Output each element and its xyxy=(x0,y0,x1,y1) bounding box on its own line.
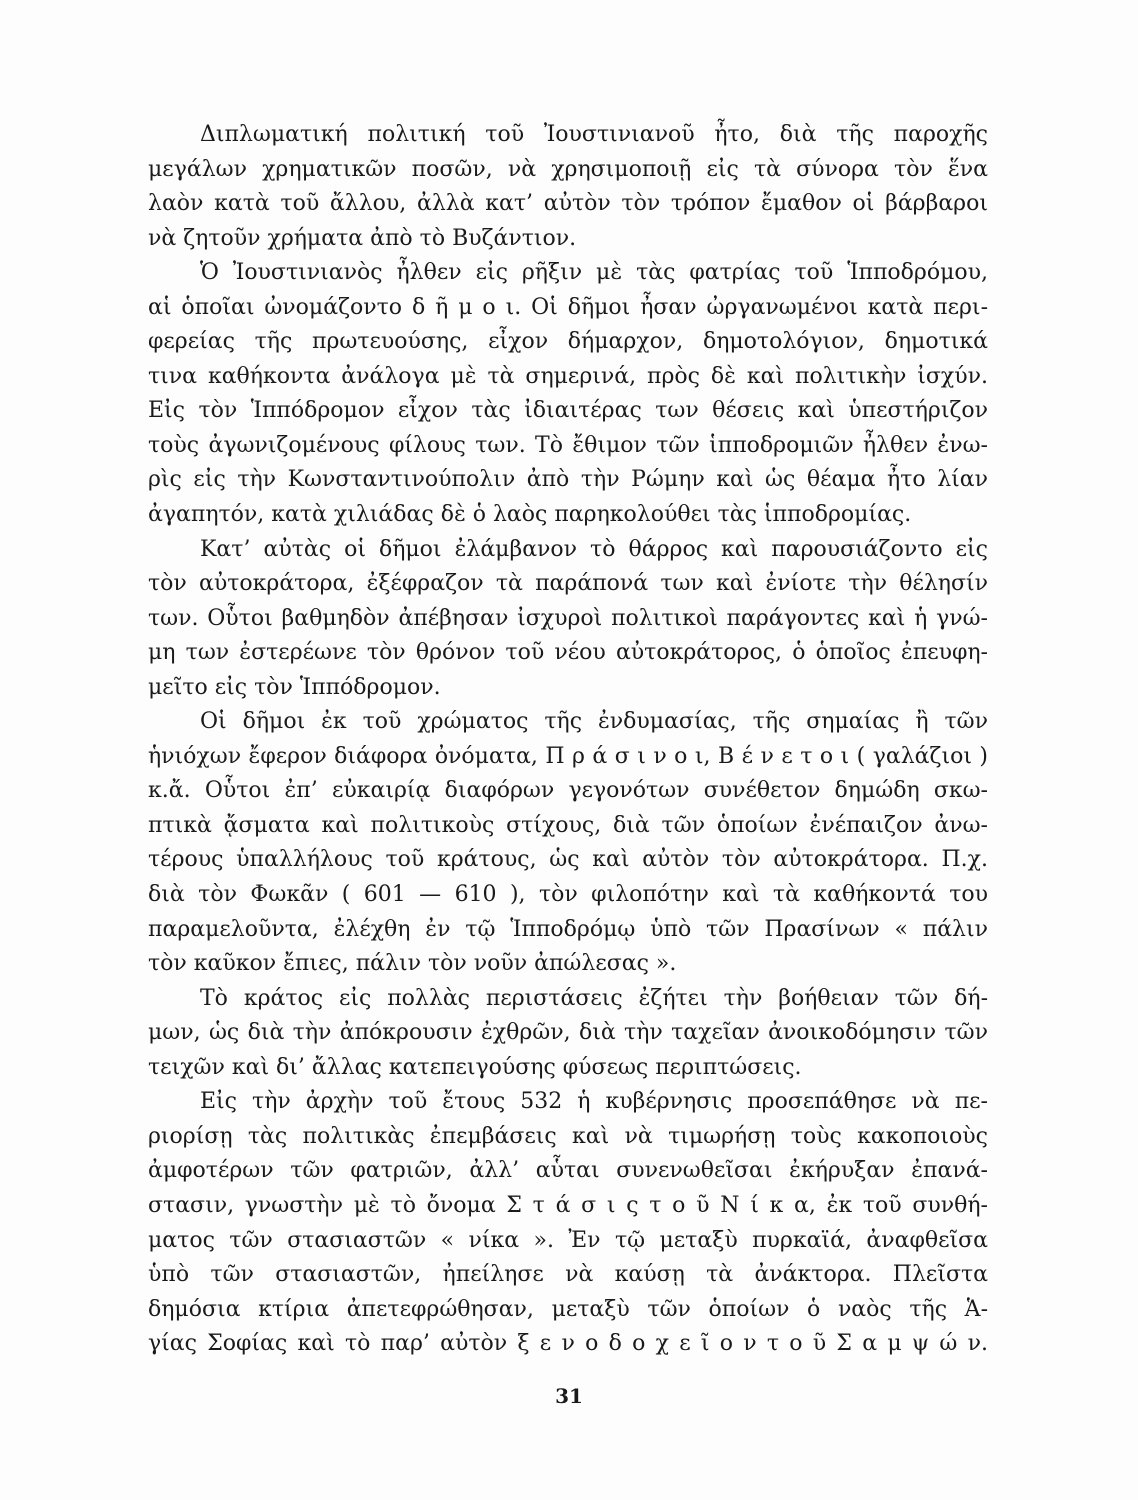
text-line: των. Οὗτοι βαθμηδὸν ἀπέβησαν ἰσχυροὶ πολιτικοὶ παράγοντες καὶ ἡ γνώ- xyxy=(148,605,988,631)
text-line: μων, ὡς διὰ τὴν ἀπόκρουσιν ἐχθρῶν, διὰ τὴν ταχεῖαν ἀνοικοδόμησιν τῶν xyxy=(148,1020,988,1046)
text-line: νὰ ζητοῦν χρήματα ἀπὸ τὸ Βυζάντιον. xyxy=(148,225,577,251)
text-line: διὰ τὸν Φωκᾶν ( 601 — 610 ), τὸν φιλοπότην καὶ τὰ καθήκοντά του xyxy=(148,882,988,908)
text-line: μεγάλων χρηματικῶν ποσῶν, νὰ χρησιμοποιῇ εἰς τὰ σύνορα τὸν ἕνα xyxy=(148,156,988,182)
text-line: Ὁ Ἰουστινιανὸς ἦλθεν εἰς ρῆξιν μὲ τὰς φατρίας τοῦ Ἱπποδρόμου, xyxy=(200,260,988,286)
text-line: δημόσια κτίρια ἀπετεφρώθησαν, μεταξὺ τῶν ὁποίων ὁ ναὸς τῆς Ἁ- xyxy=(148,1296,988,1322)
text-line: Οἱ δῆμοι ἐκ τοῦ χρώματος τῆς ἐνδυμασίας, τῆς σημαίας ἢ τῶν xyxy=(200,709,988,735)
text-line: ἀγαπητόν, κατὰ χιλιάδας δὲ ὁ λαὸς παρηκολούθει τὰς ἱπποδρομίας. xyxy=(148,502,912,528)
text-line: παραμελοῦντα, ἐλέχθη ἐν τῷ Ἱπποδρόμῳ ὑπὸ τῶν Πρασίνων « πάλιν xyxy=(148,916,988,942)
text-line: ρὶς εἰς τὴν Κωνσταντινούπολιν ἀπὸ τὴν Ρώμην καὶ ὡς θέαμα ἦτο λίαν xyxy=(148,467,988,493)
text-line: τὸν αὐτοκράτορα, ἐξέφραζον τὰ παράπονά των καὶ ἐνίοτε τὴν θέλησίν xyxy=(148,571,988,597)
body-text xyxy=(148,118,988,1362)
text-line: ὑπὸ τῶν στασιαστῶν, ἠπείλησε νὰ καύσῃ τὰ ἀνάκτορα. Πλεῖστα xyxy=(148,1262,988,1288)
text-line: ριορίσῃ τὰς πολιτικὰς ἐπεμβάσεις καὶ νὰ τιμωρήσῃ τοὺς κακοποιοὺς xyxy=(148,1123,988,1149)
text-line: στασιν, γνωστὴν μὲ τὸ ὄνομα Σ τ ά σ ι ς τ ο ῦ Ν ί κ α, ἐκ τοῦ συνθή- xyxy=(148,1192,988,1218)
text-line: Εἰς τὴν ἀρχὴν τοῦ ἔτους 532 ἡ κυβέρνησις προσεπάθησε νὰ πε- xyxy=(200,1089,988,1115)
text-line: ματος τῶν στασιαστῶν « νίκα ». Ἐν τῷ μεταξὺ πυρκαϊά, ἀναφθεῖσα xyxy=(148,1227,988,1253)
text-line: ἀμφοτέρων τῶν φατριῶν, ἀλλ’ αὗται συνενωθεῖσαι ἐκήρυξαν ἐπανά- xyxy=(148,1158,988,1184)
page-number: 31 xyxy=(555,1384,583,1408)
text-line: τειχῶν καὶ δι’ ἄλλας κατεπειγούσης φύσεως περιπτώσεις. xyxy=(148,1054,802,1080)
text-line: Τὸ κράτος εἰς πολλὰς περιστάσεις ἐζήτει τὴν βοήθειαν τῶν δή- xyxy=(200,985,988,1011)
text-line: μη των ἐστερέωνε τὸν θρόνον τοῦ νέου αὐτοκράτορος, ὁ ὁποῖος ἐπευφη- xyxy=(148,640,988,666)
text-line: τοὺς ἀγωνιζομένους φίλους των. Τὸ ἔθιμον τῶν ἱπποδρομιῶν ἦλθεν ἐνω- xyxy=(148,432,988,458)
text-line: φερείας τῆς πρωτευούσης, εἶχον δήμαρχον, δημοτολόγιον, δημοτικά xyxy=(148,329,988,355)
text-line: τέρους ὑπαλλήλους τοῦ κράτους, ὡς καὶ αὐτὸν τὸν αὐτοκράτορα. Π.χ. xyxy=(148,847,988,873)
text-line: γίας Σοφίας καὶ τὸ παρ’ αὐτὸν ξ ε ν ο δ ο χ ε ῖ ο ν τ ο ῦ Σ α μ ψ ώ ν. xyxy=(148,1331,988,1357)
text-line: Εἰς τὸν Ἱππόδρομον εἶχον τὰς ἰδιαιτέρας των θέσεις καὶ ὑπεστήριζον xyxy=(148,398,988,424)
text-line: τὸν καῦκον ἔπιες, πάλιν τὸν νοῦν ἀπώλεσας ». xyxy=(148,951,677,977)
text-line: Κατ’ αὐτὰς οἱ δῆμοι ἐλάμβανον τὸ θάρρος καὶ παρουσιάζοντο εἰς xyxy=(200,536,988,562)
text-line: μεῖτο εἰς τὸν Ἱππόδρομον. xyxy=(148,674,441,700)
text-line: λαὸν κατὰ τοῦ ἄλλου, ἀλλὰ κατ’ αὐτὸν τὸν τρόπον ἔμαθον οἱ βάρβαροι xyxy=(148,191,988,217)
text-line: αἱ ὁποῖαι ὠνομάζοντο δ ῆ μ ο ι. Οἱ δῆμοι ἦσαν ὠργανωμένοι κατὰ περι- xyxy=(148,294,988,320)
text-line: πτικὰ ᾄσματα καὶ πολιτικοὺς στίχους, διὰ τῶν ὁποίων ἐνέπαιζον ἀνω- xyxy=(148,812,988,838)
text-line: κ.ἄ. Οὗτοι ἐπ’ εὐκαιρίᾳ διαφόρων γεγονότων συνέθετον δημώδη σκω- xyxy=(148,778,988,804)
text-line: Διπλωματική πολιτική τοῦ Ἰουστινιανοῦ ἦτο, διὰ τῆς παροχῆς xyxy=(200,122,988,147)
text-line: τινα καθήκοντα ἀνάλογα μὲ τὰ σημερινά, πρὸς δὲ καὶ πολιτικὴν ἰσχύν. xyxy=(148,363,988,389)
text-line: ἡνιόχων ἔφερον διάφορα ὀνόματα, Π ρ ά σ ι ν ο ι, Β έ ν ε τ ο ι ( γαλάζιοι ) xyxy=(148,743,988,769)
